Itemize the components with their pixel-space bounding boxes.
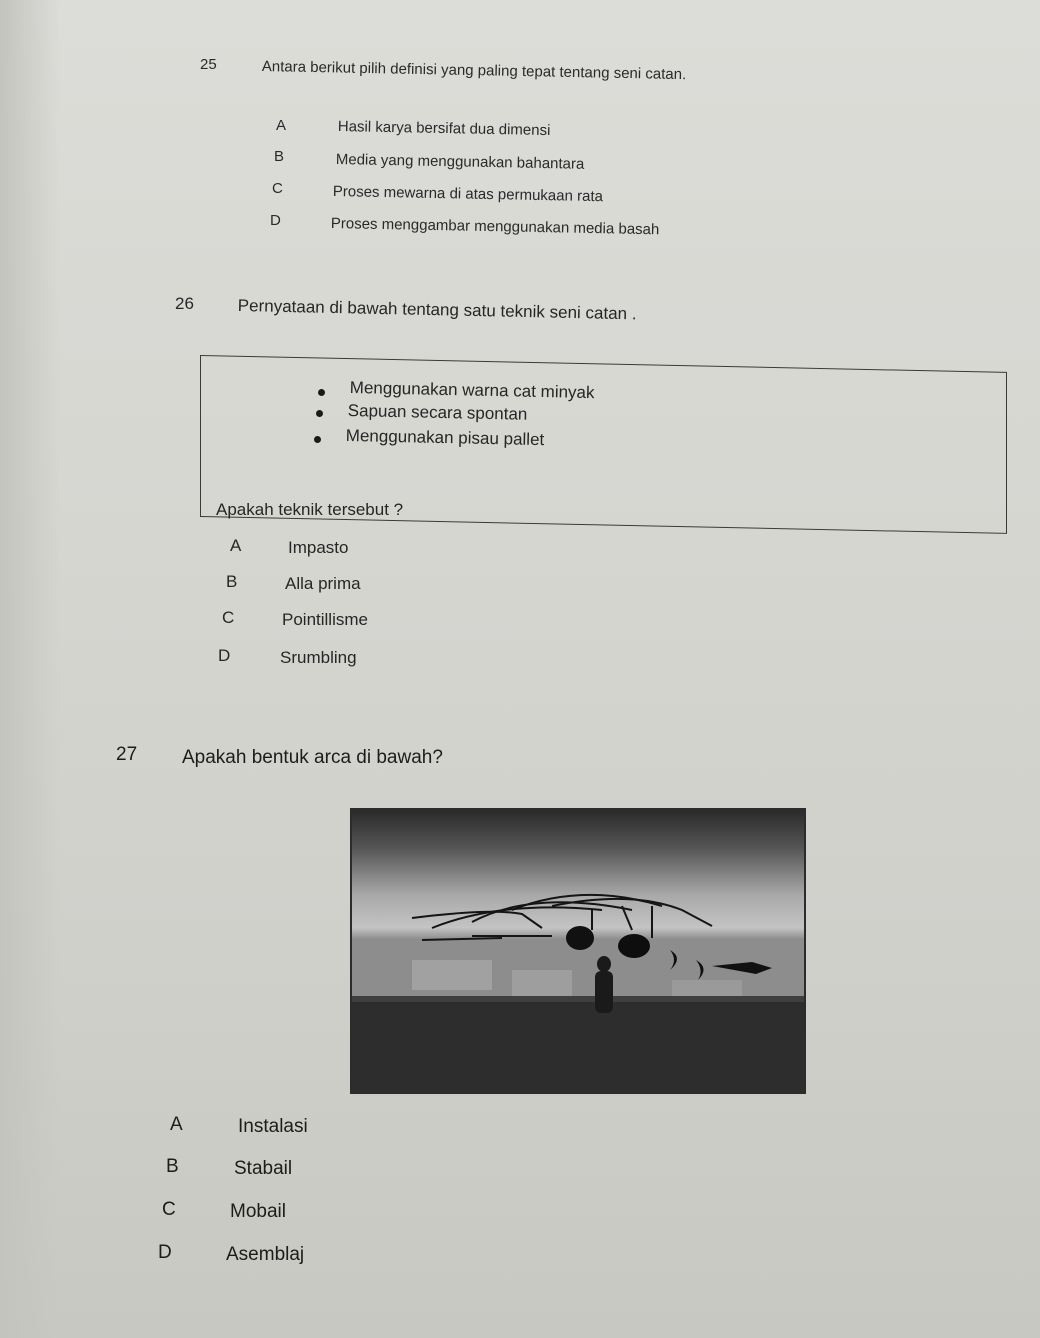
bullet-dot-1 [318,389,325,396]
q27-option-b-letter[interactable]: B [166,1156,179,1177]
q25-option-d-text[interactable]: Proses menggambar menggunakan media basah [330,215,660,239]
q26-bullet-2: Sapuan secara spontan [347,401,528,424]
q25-option-b-text[interactable]: Media yang menggunakan bahantara [335,151,585,173]
q25-option-a-letter[interactable]: A [276,117,287,134]
q26-option-a-text[interactable]: Impasto [288,538,349,557]
q26-option-d-letter[interactable]: D [218,646,231,665]
q27-text: Apakah bentuk arca di bawah? [182,747,443,768]
q26-option-c-text[interactable]: Pointillisme [282,610,368,629]
q25-option-c-text[interactable]: Proses mewarna di atas permukaan rata [332,183,604,206]
paper-shadow-edge [0,0,60,1338]
q26-number: 26 [175,294,194,313]
q27-option-a-text[interactable]: Instalasi [238,1116,308,1137]
q25-option-c-letter[interactable]: C [272,180,283,197]
q26-option-c-letter[interactable]: C [222,608,235,627]
q25-option-d-letter[interactable]: D [270,212,281,229]
q27-option-c-letter[interactable]: C [162,1199,176,1220]
sculpture-illustration [352,810,804,1092]
q26-option-b-text[interactable]: Alla prima [285,574,361,593]
q26-bullet-1: Menggunakan warna cat minyak [349,378,595,403]
q27-option-d-letter[interactable]: D [158,1242,172,1263]
q26-option-b-letter[interactable]: B [226,572,238,591]
q27-option-d-text[interactable]: Asemblaj [226,1244,305,1265]
q26-bullet-3: Menggunakan pisau pallet [345,426,545,450]
q26-text: Pernyataan di bawah tentang satu teknik seni catan . [237,296,637,324]
q27-option-b-text[interactable]: Stabail [234,1158,293,1179]
q25-option-b-letter[interactable]: B [274,148,285,165]
mobile-sculpture-photo [350,808,806,1094]
bullet-dot-2 [316,410,323,417]
q27-option-c-text[interactable]: Mobail [230,1201,286,1222]
bullet-dot-3 [314,436,321,443]
q27-option-a-letter[interactable]: A [170,1114,183,1135]
q25-text: Antara berikut pilih definisi yang paling tepat tentang seni catan. [261,58,687,84]
q25-number: 25 [200,56,217,73]
q26-option-a-letter[interactable]: A [230,536,242,555]
q27-number: 27 [116,744,138,765]
q25-option-a-text[interactable]: Hasil karya bersifat dua dimensi [337,118,551,140]
q26-question: Apakah teknik tersebut ? [216,500,404,519]
q26-option-d-text[interactable]: Srumbling [280,648,357,667]
